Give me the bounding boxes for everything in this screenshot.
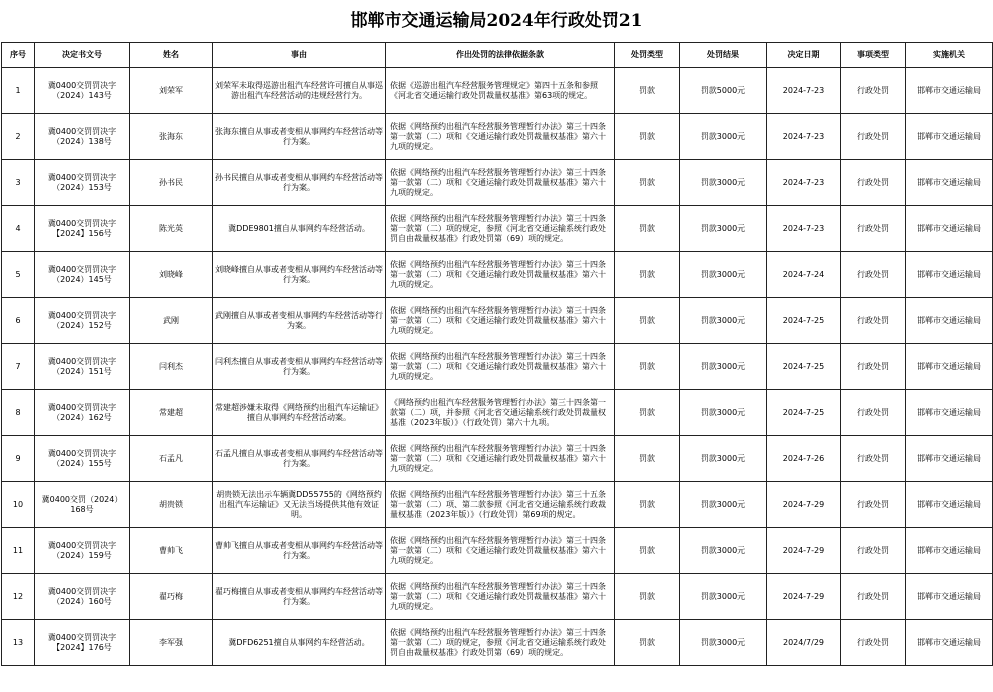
row-index-cell: 10 xyxy=(2,482,35,528)
person-name-cell: 李军强 xyxy=(130,620,213,666)
reason-cell: 曹帅飞擅自从事或者变相从事网约车经营活动等行为案。 xyxy=(213,528,386,574)
legal-basis-cell: 依据《网络预约出租汽车经营服务管理暂行办法》第三十四条第一款第（二）项和《交通运输行政处罚裁量权基准》第六十九项的规定。 xyxy=(386,436,615,482)
doc-number-cell: 冀0400交罚罚决字（2024）138号 xyxy=(35,114,130,160)
penalty-type-cell: 罚款 xyxy=(615,68,680,114)
person-name-cell: 曹帅飞 xyxy=(130,528,213,574)
reason-cell: 刘晓峰擅自从事或者变相从事网约车经营活动等行为案。 xyxy=(213,252,386,298)
legal-basis-cell: 依据《网络预约出租汽车经营服务管理暂行办法》第三十五条第一款第（二）项、第二款参照《河北省交通运输系统行政裁量权基准（2023年版）》（行政处罚）第69项的规定。 xyxy=(386,482,615,528)
row-index-cell: 1 xyxy=(2,68,35,114)
decision-date-cell: 2024-7-23 xyxy=(767,68,841,114)
header-penalty-result: 处罚结果 xyxy=(680,43,767,68)
penalty-type-cell: 罚款 xyxy=(615,620,680,666)
penalty-result-cell: 罚款3000元 xyxy=(680,298,767,344)
penalty-type-cell: 罚款 xyxy=(615,252,680,298)
item-type-cell: 行政处罚 xyxy=(841,160,906,206)
penalty-type-cell: 罚款 xyxy=(615,206,680,252)
reason-cell: 武刚擅自从事或者变相从事网约车经营活动等行为案。 xyxy=(213,298,386,344)
reason-cell: 孙书民擅自从事或者变相从事网约车经营活动等行为案。 xyxy=(213,160,386,206)
table-row xyxy=(2,160,993,206)
penalty-type-cell: 罚款 xyxy=(615,390,680,436)
penalty-type-cell: 罚款 xyxy=(615,482,680,528)
decision-date-cell: 2024-7-26 xyxy=(767,436,841,482)
agency-cell: 邯郸市交通运输局 xyxy=(906,160,993,206)
legal-basis-cell: 依据《网络预约出租汽车经营服务管理暂行办法》第三十四条第一款第（二）项和《交通运输行政处罚裁量权基准》第六十九项的规定。 xyxy=(386,160,615,206)
item-type-cell: 行政处罚 xyxy=(841,252,906,298)
penalty-result-cell: 罚款3000元 xyxy=(680,344,767,390)
decision-date-cell: 2024-7-29 xyxy=(767,482,841,528)
decision-date-cell: 2024-7-25 xyxy=(767,390,841,436)
doc-number-cell: 冀0400交罚罚决字（2024）153号 xyxy=(35,160,130,206)
header-decision-date: 决定日期 xyxy=(767,43,841,68)
penalty-type-cell: 罚款 xyxy=(615,528,680,574)
table-row xyxy=(2,436,993,482)
agency-cell: 邯郸市交通运输局 xyxy=(906,206,993,252)
person-name-cell: 孙书民 xyxy=(130,160,213,206)
legal-basis-cell: 依据《网络预约出租汽车经营服务管理暂行办法》第三十四条第一款第（二）项的规定，参照《河北省交通运输系统行政处罚自由裁量权基准》行政处罚第（69）项的规定。 xyxy=(386,620,615,666)
header-name: 姓名 xyxy=(130,43,213,68)
penalty-type-cell: 罚款 xyxy=(615,160,680,206)
reason-cell: 张海东擅自从事或者变相从事网约车经营活动等行为案。 xyxy=(213,114,386,160)
agency-cell: 邯郸市交通运输局 xyxy=(906,482,993,528)
reason-cell: 闫利杰擅自从事或者变相从事网约车经营活动等行为案。 xyxy=(213,344,386,390)
reason-cell: 胡贵锁无法出示车辆冀DD55755的《网络预约出租汽车运输证》又无法当场提供其他有效证明。 xyxy=(213,482,386,528)
agency-cell: 邯郸市交通运输局 xyxy=(906,436,993,482)
decision-date-cell: 2024-7-25 xyxy=(767,298,841,344)
legal-basis-cell: 《网络预约出租汽车经营服务管理暂行办法》第三十四条第一款第（二）项，并参照《河北省交通运输系统行政处罚裁量权基准（2023年版）》（行政处罚）第六十九项。 xyxy=(386,390,615,436)
item-type-cell: 行政处罚 xyxy=(841,528,906,574)
penalty-result-cell: 罚款3000元 xyxy=(680,114,767,160)
header-penalty-type: 处罚类型 xyxy=(615,43,680,68)
legal-basis-cell: 依据《网络预约出租汽车经营服务管理暂行办法》第三十四条第一款第（二）项的规定，参照《河北省交通运输系统行政处罚自由裁量权基准》行政处罚第（69）项的规定。 xyxy=(386,206,615,252)
legal-basis-cell: 依据《网络预约出租汽车经营服务管理暂行办法》第三十四条第一款第（二）项和《交通运输行政处罚裁量权基准》第六十九项的规定。 xyxy=(386,344,615,390)
agency-cell: 邯郸市交通运输局 xyxy=(906,114,993,160)
legal-basis-cell: 依据《巡游出租汽车经营服务管理规定》第四十五条和参照《河北省交通运输行政处罚裁量权基准》第63项的规定。 xyxy=(386,68,615,114)
row-index-cell: 7 xyxy=(2,344,35,390)
penalty-table xyxy=(1,42,993,666)
penalty-result-cell: 罚款3000元 xyxy=(680,482,767,528)
table-row xyxy=(2,482,993,528)
person-name-cell: 胡贵锁 xyxy=(130,482,213,528)
person-name-cell: 闫利杰 xyxy=(130,344,213,390)
row-index-cell: 11 xyxy=(2,528,35,574)
legal-basis-cell: 依据《网络预约出租汽车经营服务管理暂行办法》第三十四条第一款第（二）项和《交通运输行政处罚裁量权基准》第六十九项的规定。 xyxy=(386,574,615,620)
table-row xyxy=(2,298,993,344)
agency-cell: 邯郸市交通运输局 xyxy=(906,574,993,620)
item-type-cell: 行政处罚 xyxy=(841,436,906,482)
penalty-result-cell: 罚款3000元 xyxy=(680,528,767,574)
decision-date-cell: 2024-7-23 xyxy=(767,160,841,206)
person-name-cell: 张海东 xyxy=(130,114,213,160)
legal-basis-cell: 依据《网络预约出租汽车经营服务管理暂行办法》第三十四条第一款第（二）项和《交通运输行政处罚裁量权基准》第六十九项的规定。 xyxy=(386,528,615,574)
agency-cell: 邯郸市交通运输局 xyxy=(906,298,993,344)
decision-date-cell: 2024/7/29 xyxy=(767,620,841,666)
penalty-result-cell: 罚款3000元 xyxy=(680,160,767,206)
table-row xyxy=(2,344,993,390)
decision-date-cell: 2024-7-24 xyxy=(767,252,841,298)
agency-cell: 邯郸市交通运输局 xyxy=(906,390,993,436)
item-type-cell: 行政处罚 xyxy=(841,298,906,344)
row-index-cell: 9 xyxy=(2,436,35,482)
doc-number-cell: 冀0400交罚罚决字【2024】156号 xyxy=(35,206,130,252)
doc-number-cell: 冀0400交罚罚决字（2024）160号 xyxy=(35,574,130,620)
table-row xyxy=(2,114,993,160)
doc-number-cell: 冀0400交罚罚决字（2024）151号 xyxy=(35,344,130,390)
row-index-cell: 4 xyxy=(2,206,35,252)
item-type-cell: 行政处罚 xyxy=(841,114,906,160)
table-row xyxy=(2,528,993,574)
header-item-type: 事项类型 xyxy=(841,43,906,68)
table-row xyxy=(2,252,993,298)
item-type-cell: 行政处罚 xyxy=(841,390,906,436)
agency-cell: 邯郸市交通运输局 xyxy=(906,68,993,114)
page-title: 邯郸市交通运输局2024年行政处罚21 xyxy=(350,11,643,31)
doc-number-cell: 冀0400交罚罚决字（2024）159号 xyxy=(35,528,130,574)
row-index-cell: 12 xyxy=(2,574,35,620)
doc-number-cell: 冀0400交罚罚决字（2024）143号 xyxy=(35,68,130,114)
table-header-row xyxy=(2,43,993,68)
decision-date-cell: 2024-7-29 xyxy=(767,574,841,620)
penalty-type-cell: 罚款 xyxy=(615,344,680,390)
reason-cell: 石孟凡擅自从事或者变相从事网约车经营活动等行为案。 xyxy=(213,436,386,482)
reason-cell: 刘荣军未取得巡游出租汽车经营许可擅自从事巡游出租汽车经营活动的违规经营行为。 xyxy=(213,68,386,114)
row-index-cell: 5 xyxy=(2,252,35,298)
agency-cell: 邯郸市交通运输局 xyxy=(906,620,993,666)
table-row xyxy=(2,620,993,666)
item-type-cell: 行政处罚 xyxy=(841,620,906,666)
legal-basis-cell: 依据《网络预约出租汽车经营服务管理暂行办法》第三十四条第一款第（二）项和《交通运输行政处罚裁量权基准》第六十九项的规定。 xyxy=(386,252,615,298)
agency-cell: 邯郸市交通运输局 xyxy=(906,344,993,390)
doc-number-cell: 冀0400交罚罚决字（2024）145号 xyxy=(35,252,130,298)
doc-number-cell: 冀0400交罚罚决字【2024】176号 xyxy=(35,620,130,666)
person-name-cell: 刘晓峰 xyxy=(130,252,213,298)
penalty-result-cell: 罚款3000元 xyxy=(680,620,767,666)
penalty-type-cell: 罚款 xyxy=(615,114,680,160)
row-index-cell: 2 xyxy=(2,114,35,160)
row-index-cell: 6 xyxy=(2,298,35,344)
reason-cell: 冀DFD6251擅自从事网约车经营活动。 xyxy=(213,620,386,666)
person-name-cell: 陈光英 xyxy=(130,206,213,252)
penalty-type-cell: 罚款 xyxy=(615,574,680,620)
doc-number-cell: 冀0400交罚罚决字（2024）155号 xyxy=(35,436,130,482)
table-row xyxy=(2,68,993,114)
penalty-result-cell: 罚款5000元 xyxy=(680,68,767,114)
penalty-type-cell: 罚款 xyxy=(615,436,680,482)
legal-basis-cell: 依据《网络预约出租汽车经营服务管理暂行办法》第三十四条第一款第（二）项和《交通运输行政处罚裁量权基准》第六十九项的规定。 xyxy=(386,298,615,344)
decision-date-cell: 2024-7-23 xyxy=(767,206,841,252)
reason-cell: 翟巧梅擅自从事或者变相从事网约车经营活动等行为案。 xyxy=(213,574,386,620)
person-name-cell: 武刚 xyxy=(130,298,213,344)
person-name-cell: 常建超 xyxy=(130,390,213,436)
header-doc-number: 决定书文号 xyxy=(35,43,130,68)
header-reason: 事由 xyxy=(213,43,386,68)
item-type-cell: 行政处罚 xyxy=(841,344,906,390)
penalty-result-cell: 罚款3000元 xyxy=(680,252,767,298)
item-type-cell: 行政处罚 xyxy=(841,482,906,528)
person-name-cell: 石孟凡 xyxy=(130,436,213,482)
table-row xyxy=(2,574,993,620)
penalty-result-cell: 罚款3000元 xyxy=(680,390,767,436)
row-index-cell: 13 xyxy=(2,620,35,666)
item-type-cell: 行政处罚 xyxy=(841,574,906,620)
table-row xyxy=(2,390,993,436)
doc-number-cell: 冀0400交罚罚决字（2024）162号 xyxy=(35,390,130,436)
agency-cell: 邯郸市交通运输局 xyxy=(906,252,993,298)
header-agency: 实施机关 xyxy=(906,43,993,68)
item-type-cell: 行政处罚 xyxy=(841,68,906,114)
penalty-result-cell: 罚款3000元 xyxy=(680,206,767,252)
reason-cell: 常建超涉嫌未取得《网络预约出租汽车运输证》擅自从事网约车经营活动案。 xyxy=(213,390,386,436)
penalty-result-cell: 罚款3000元 xyxy=(680,436,767,482)
doc-number-cell: 冀0400交罚（2024）168号 xyxy=(35,482,130,528)
agency-cell: 邯郸市交通运输局 xyxy=(906,528,993,574)
doc-number-cell: 冀0400交罚罚决字（2024）152号 xyxy=(35,298,130,344)
item-type-cell: 行政处罚 xyxy=(841,206,906,252)
table-row xyxy=(2,206,993,252)
row-index-cell: 3 xyxy=(2,160,35,206)
decision-date-cell: 2024-7-25 xyxy=(767,344,841,390)
header-index: 序号 xyxy=(2,43,35,68)
decision-date-cell: 2024-7-29 xyxy=(767,528,841,574)
reason-cell: 冀DDE9801擅自从事网约车经营活动。 xyxy=(213,206,386,252)
decision-date-cell: 2024-7-23 xyxy=(767,114,841,160)
header-legal-basis: 作出处罚的法律依据条款 xyxy=(386,43,615,68)
penalty-type-cell: 罚款 xyxy=(615,298,680,344)
row-index-cell: 8 xyxy=(2,390,35,436)
legal-basis-cell: 依据《网络预约出租汽车经营服务管理暂行办法》第三十四条第一款第（二）项和《交通运输行政处罚裁量权基准》第六十九项的规定。 xyxy=(386,114,615,160)
person-name-cell: 翟巧梅 xyxy=(130,574,213,620)
penalty-result-cell: 罚款3000元 xyxy=(680,574,767,620)
person-name-cell: 刘荣军 xyxy=(130,68,213,114)
